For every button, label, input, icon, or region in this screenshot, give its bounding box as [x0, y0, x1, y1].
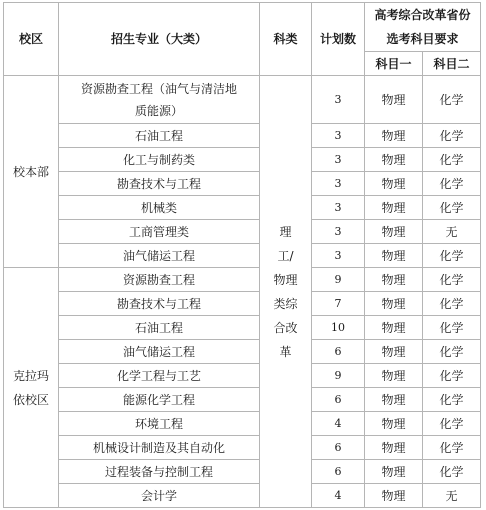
subject2-cell: 化学	[423, 244, 481, 268]
header-subject1: 科目一	[365, 52, 423, 76]
subject2-cell: 化学	[423, 316, 481, 340]
subject1-cell: 物理	[365, 220, 423, 244]
plan-count-cell: 3	[312, 148, 365, 172]
subject1-cell: 物理	[365, 484, 423, 508]
subject1-cell: 物理	[365, 340, 423, 364]
table-row	[4, 124, 481, 148]
subject1-cell: 物理	[365, 268, 423, 292]
subject1-cell: 物理	[365, 460, 423, 484]
subject1-cell: 物理	[365, 388, 423, 412]
subject2-cell: 化学	[423, 148, 481, 172]
subject2-cell: 化学	[423, 460, 481, 484]
subject2-cell: 化学	[423, 268, 481, 292]
subject1-cell: 物理	[365, 436, 423, 460]
plan-count-cell: 6	[312, 460, 365, 484]
table-row	[4, 244, 481, 268]
subject1-cell: 物理	[365, 412, 423, 436]
table-row	[4, 484, 481, 508]
subject2-cell: 化学	[423, 124, 481, 148]
plan-count-cell: 6	[312, 436, 365, 460]
table-row	[4, 220, 481, 244]
major-cell: 过程装备与控制工程	[59, 460, 260, 484]
plan-count-cell: 6	[312, 388, 365, 412]
major-cell: 机械类	[59, 196, 260, 220]
table-row	[4, 364, 481, 388]
major-cell: 勘查技术与工程	[59, 172, 260, 196]
subject1-cell: 物理	[365, 148, 423, 172]
subject-category-cell: 理工/物理类综合改革	[260, 76, 312, 508]
table-row	[4, 340, 481, 364]
admission-plan-table	[3, 2, 481, 508]
major-cell: 石油工程	[59, 316, 260, 340]
table-row	[4, 76, 481, 124]
table-row	[4, 148, 481, 172]
subject1-cell: 物理	[365, 76, 423, 124]
major-cell: 工商管理类	[59, 220, 260, 244]
major-cell: 化学工程与工艺	[59, 364, 260, 388]
table-row	[4, 412, 481, 436]
campus-cell: 克拉玛依校区	[4, 268, 59, 508]
major-cell: 能源化学工程	[59, 388, 260, 412]
plan-count-cell: 3	[312, 196, 365, 220]
major-cell: 会计学	[59, 484, 260, 508]
subject1-cell: 物理	[365, 292, 423, 316]
header-major: 招生专业（大类）	[59, 3, 260, 76]
header-plan-count: 计划数	[312, 3, 365, 76]
plan-count-cell: 3	[312, 244, 365, 268]
plan-count-cell: 3	[312, 76, 365, 124]
table-row	[4, 196, 481, 220]
major-cell: 机械设计制造及其自动化	[59, 436, 260, 460]
plan-count-cell: 3	[312, 220, 365, 244]
subject1-cell: 物理	[365, 196, 423, 220]
plan-count-cell: 3	[312, 172, 365, 196]
plan-count-cell: 3	[312, 124, 365, 148]
major-cell: 环境工程	[59, 412, 260, 436]
subject2-cell: 化学	[423, 76, 481, 124]
table-row	[4, 460, 481, 484]
major-cell: 石油工程	[59, 124, 260, 148]
subject2-cell: 化学	[423, 172, 481, 196]
header-requirement-group: 高考综合改革省份选考科目要求	[365, 3, 481, 52]
table-row	[4, 292, 481, 316]
plan-count-cell: 7	[312, 292, 365, 316]
subject1-cell: 物理	[365, 244, 423, 268]
subject2-cell: 化学	[423, 436, 481, 460]
table-row	[4, 268, 481, 292]
table-row	[4, 172, 481, 196]
subject2-cell: 化学	[423, 292, 481, 316]
major-cell: 资源勘查工程（油气与清洁地质能源）	[59, 76, 260, 124]
subject1-cell: 物理	[365, 172, 423, 196]
subject2-cell: 化学	[423, 412, 481, 436]
table-row	[4, 316, 481, 340]
plan-count-cell: 4	[312, 484, 365, 508]
header-subject2: 科目二	[423, 52, 481, 76]
major-cell: 勘查技术与工程	[59, 292, 260, 316]
header-subject-category: 科类	[260, 3, 312, 76]
subject2-cell: 无	[423, 220, 481, 244]
header-campus: 校区	[4, 3, 59, 76]
plan-count-cell: 4	[312, 412, 365, 436]
plan-count-cell: 9	[312, 268, 365, 292]
subject2-cell: 化学	[423, 196, 481, 220]
campus-cell: 校本部	[4, 76, 59, 268]
plan-count-cell: 9	[312, 364, 365, 388]
subject1-cell: 物理	[365, 364, 423, 388]
subject2-cell: 无	[423, 484, 481, 508]
table-row	[4, 388, 481, 412]
plan-count-cell: 6	[312, 340, 365, 364]
major-cell: 资源勘查工程	[59, 268, 260, 292]
subject2-cell: 化学	[423, 364, 481, 388]
subject1-cell: 物理	[365, 316, 423, 340]
subject2-cell: 化学	[423, 340, 481, 364]
subject1-cell: 物理	[365, 124, 423, 148]
table-row	[4, 436, 481, 460]
major-cell: 化工与制药类	[59, 148, 260, 172]
major-cell: 油气储运工程	[59, 244, 260, 268]
plan-count-cell: 10	[312, 316, 365, 340]
major-cell: 油气储运工程	[59, 340, 260, 364]
subject2-cell: 化学	[423, 388, 481, 412]
